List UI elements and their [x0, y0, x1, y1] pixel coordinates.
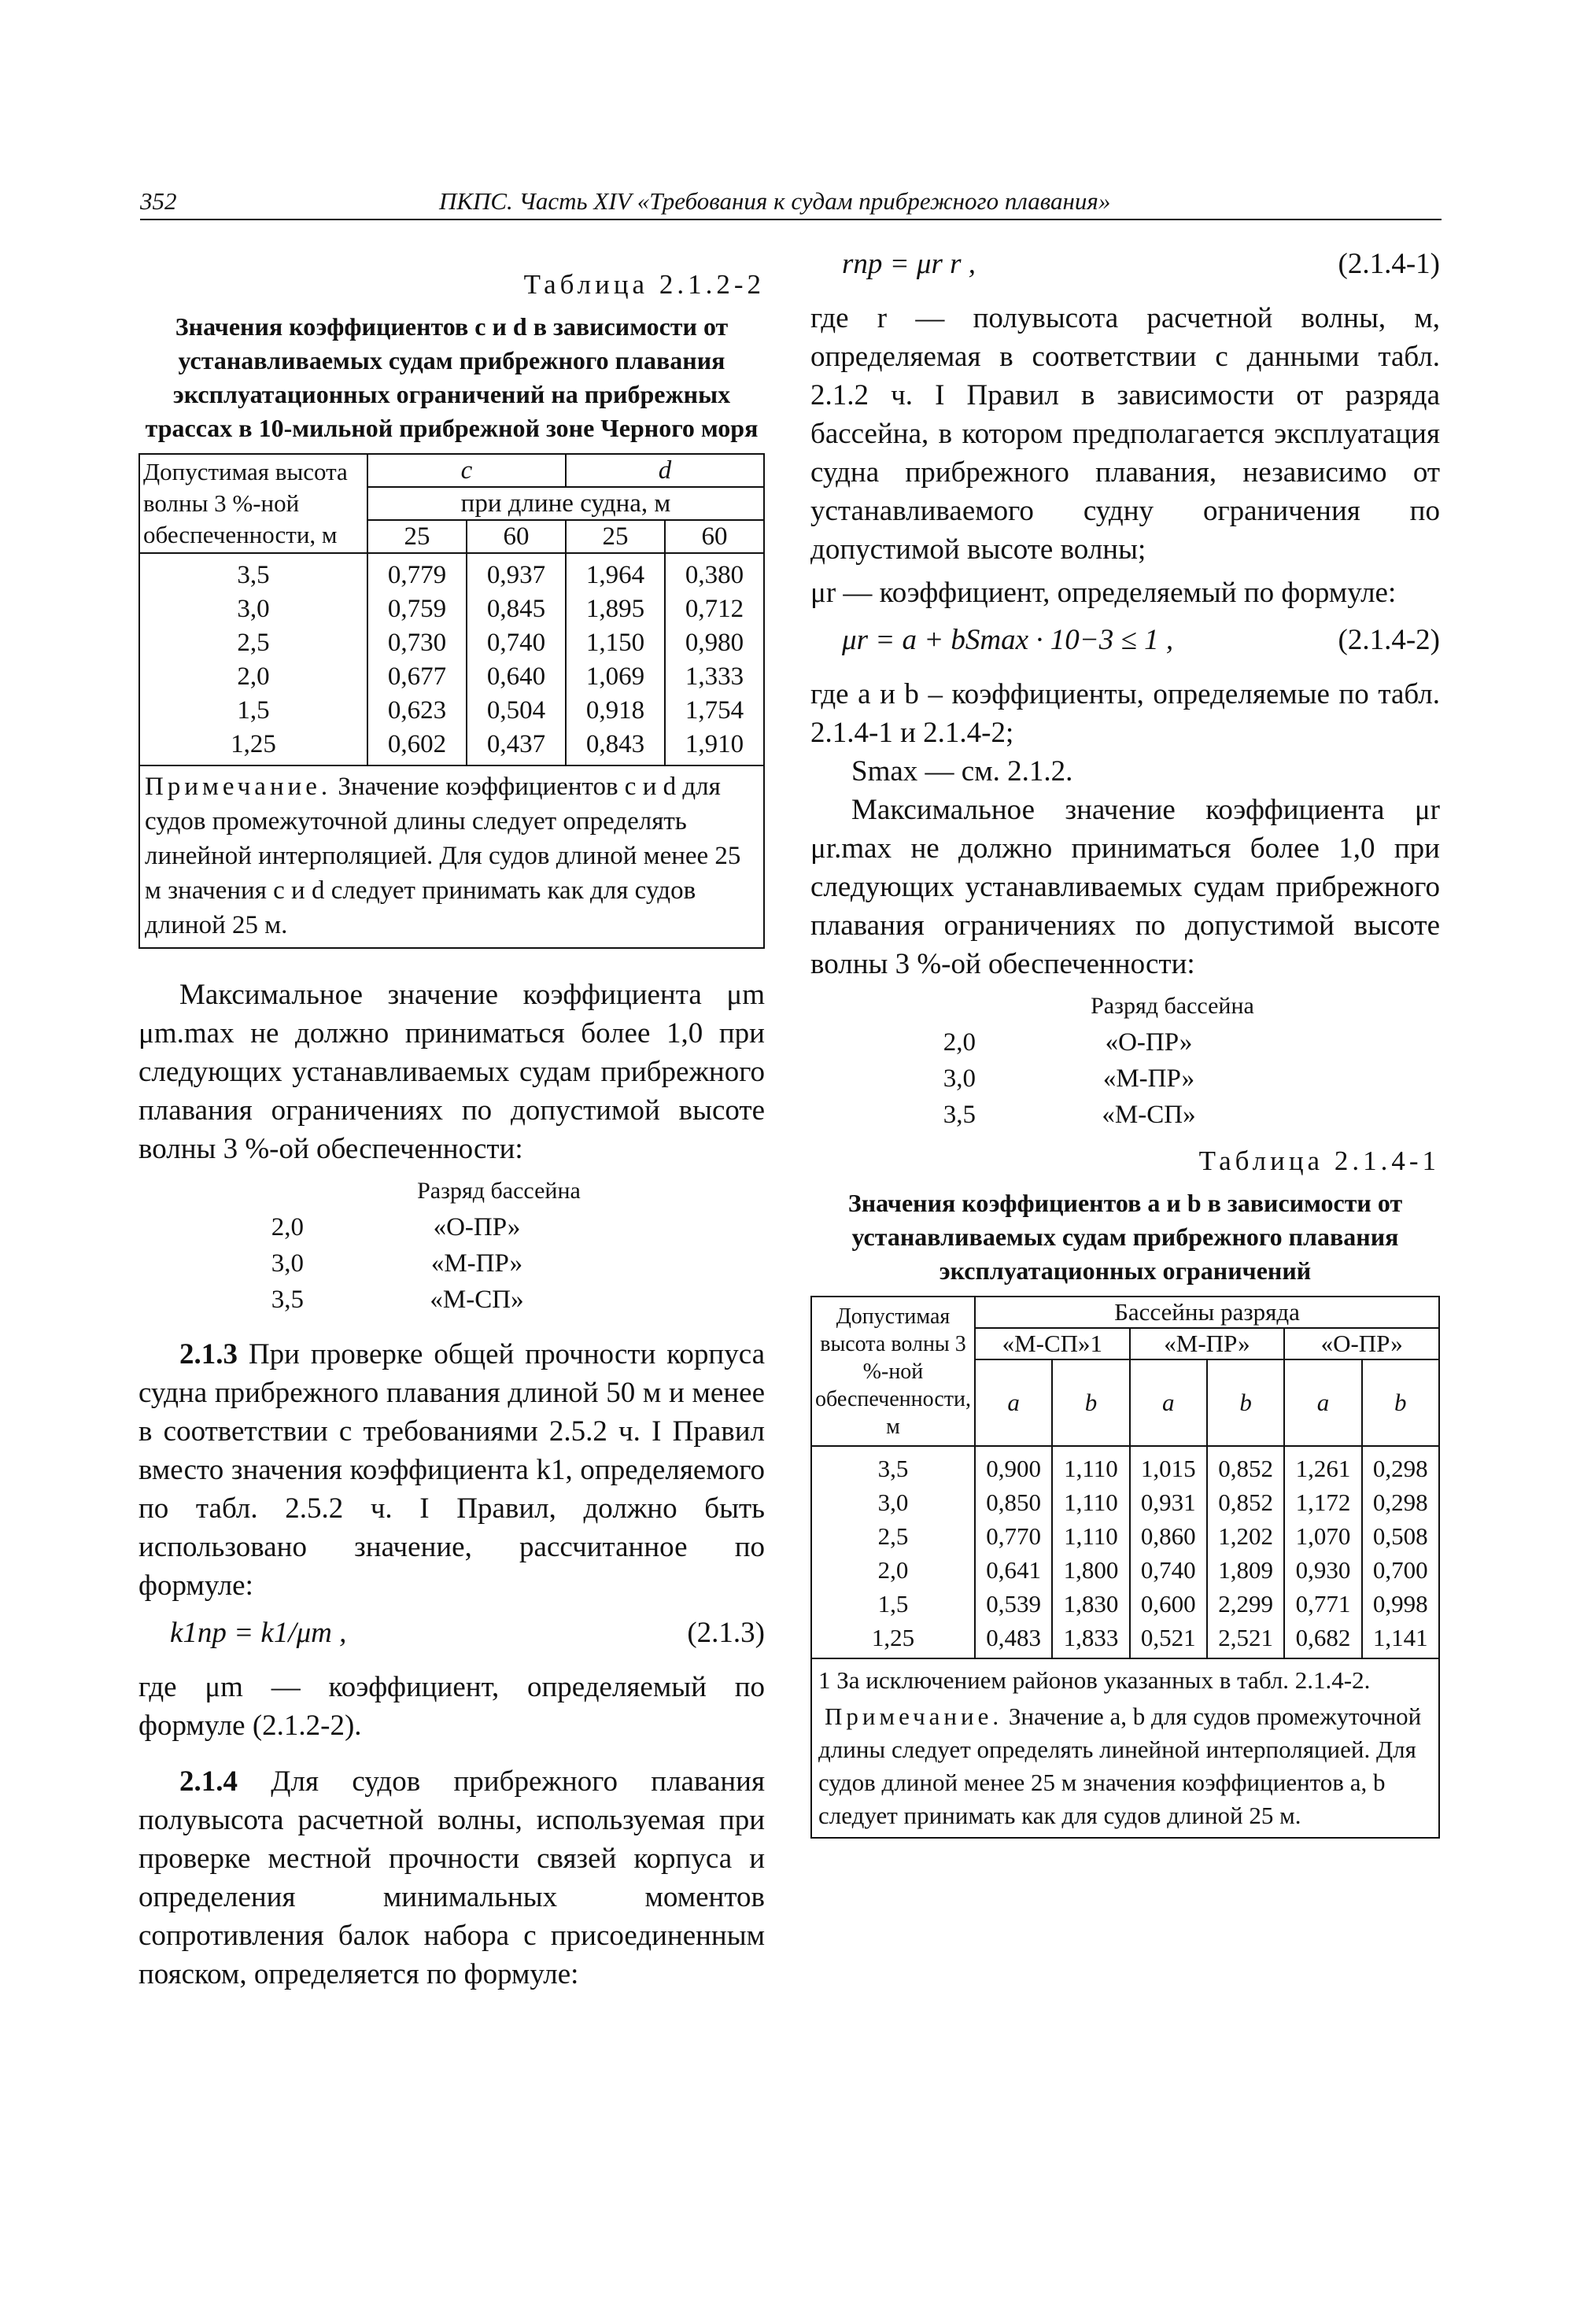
- right-column: [810, 236, 1440, 1839]
- formula-2-1-4-2: [810, 620, 1440, 667]
- table-cell: 0,602: [367, 728, 467, 765]
- note-text: Значение коэффициентов c и d для судов промежуточной длины следует определять линейной интерполяцией. Для судов длиной менее 25 м значения c и d следует принимать как для судов длиной 25 м.: [145, 773, 741, 939]
- table-cell: 0,740: [1130, 1553, 1207, 1587]
- table-cell: 3,0: [811, 1485, 975, 1519]
- table-cell: 0,600: [1130, 1587, 1207, 1621]
- table-cell: 3,5: [139, 553, 367, 592]
- table-cell: 0,771: [1284, 1587, 1361, 1621]
- basin-row: [138, 1282, 765, 1318]
- table2-col: a: [975, 1359, 1052, 1446]
- table2-col: b: [1052, 1359, 1129, 1446]
- table-cell: 3,0: [139, 592, 367, 626]
- basin-row: [810, 1061, 1440, 1097]
- table-cell: 0,483: [975, 1621, 1052, 1658]
- table-cell: 1,830: [1052, 1587, 1129, 1621]
- table2-group: «М-СП»1: [975, 1328, 1130, 1359]
- table-cell: 1,202: [1207, 1519, 1284, 1553]
- table-row: [139, 592, 764, 626]
- basin-row: [810, 1097, 1440, 1133]
- basin-height: 3,5: [271, 1286, 304, 1314]
- table2-col: b: [1207, 1359, 1284, 1446]
- table2-basins-label: Бассейны разряда: [975, 1297, 1439, 1328]
- formula-expression: rпр = μr r ,: [842, 248, 976, 280]
- basin-list: [810, 988, 1440, 1133]
- table-cell: 0,539: [975, 1587, 1052, 1621]
- table-cell: 0,700: [1362, 1553, 1439, 1587]
- where-r: где r — полувысота расчетной волны, м, определяемая в соответствии с данными табл. 2.1.2 ч. I Правил в зависимости от разряда бассейна, в котором предполагается эксплуатация судна прибрежного плавания, независимо от устанавливаемого судну ограничения по допустимой высоте волны;: [810, 302, 1440, 566]
- table1-length: 60: [665, 520, 764, 553]
- table-cell: 2,521: [1207, 1621, 1284, 1658]
- table-cell: 0,850: [975, 1485, 1052, 1519]
- basin-height: 2,0: [271, 1213, 304, 1241]
- table-cell: 0,998: [1362, 1587, 1439, 1621]
- table-cell: 1,110: [1052, 1519, 1129, 1553]
- table-cell: 0,980: [665, 626, 764, 660]
- basin-header: Разряд бассейна: [417, 1178, 581, 1204]
- table1-col-c: c: [367, 454, 566, 487]
- table-cell: 1,110: [1052, 1446, 1129, 1485]
- table-cell: 1,25: [139, 728, 367, 765]
- table-cell: 0,380: [665, 553, 764, 592]
- where-mu-r: μr — коэффициент, определяемый по формуле:: [810, 577, 1397, 609]
- note-text: Значение a, b для судов промежуточной длины следует определять линейной интерполяцией. Для судов длиной менее 25 м значения коэффициентов a, b следует принимать как для судов длиной 25 м.: [818, 1702, 1422, 1829]
- basin-list: [138, 1173, 765, 1318]
- basin-height: 2,0: [943, 1028, 976, 1057]
- table2-row-header: Допустимая высота волны 3 %-ной обеспеченности, м: [811, 1297, 975, 1446]
- table-cell: 0,843: [566, 728, 665, 765]
- section-2-1-3: [138, 1335, 765, 1605]
- section-text: Для судов прибрежного плавания полувысота расчетной волны, используемая при проверке местной прочности связей корпуса и определения минимальных моментов сопротивления балок набора с присоединенным пояском, определяется по формуле:: [138, 1765, 765, 1990]
- table-row: [811, 1519, 1439, 1553]
- basin-class: «М-ПР»: [1102, 1064, 1195, 1093]
- table-cell: 0,845: [467, 592, 566, 626]
- table-cell: 0,852: [1207, 1446, 1284, 1485]
- formula-number: (2.1.4-1): [1338, 248, 1440, 280]
- table-row: [811, 1553, 1439, 1587]
- table-cell: 0,770: [975, 1519, 1052, 1553]
- formula-expression: k1пр = k1/μm ,: [170, 1617, 347, 1649]
- basin-height: 3,5: [943, 1101, 976, 1129]
- table-cell: 2,5: [811, 1519, 975, 1553]
- running-title: ПКПС. Часть XIV «Требования к судам прибрежного плавания»: [439, 187, 1111, 215]
- table-cell: 0,641: [975, 1553, 1052, 1587]
- basin-class: «О-ПР»: [433, 1213, 521, 1241]
- table2-group: «О-ПР»: [1284, 1328, 1439, 1359]
- table-cell: 0,759: [367, 592, 467, 626]
- table-row: [811, 1621, 1439, 1658]
- table-cell: 1,833: [1052, 1621, 1129, 1658]
- table-cell: 2,299: [1207, 1587, 1284, 1621]
- table-row: [139, 553, 764, 592]
- table-cell: 0,712: [665, 592, 764, 626]
- table-cell: 0,677: [367, 660, 467, 694]
- table-cell: 0,298: [1362, 1485, 1439, 1519]
- basin-class: «М-СП»: [430, 1286, 524, 1314]
- table1: [138, 453, 765, 766]
- basin-row: [138, 1209, 765, 1245]
- table2-footnote: 1 За исключением районов указанных в табл. 2.1.4-2.: [818, 1666, 1371, 1694]
- section-2-1-4: [138, 1762, 765, 1994]
- table-cell: 1,141: [1362, 1621, 1439, 1658]
- table-cell: 1,809: [1207, 1553, 1284, 1587]
- table-cell: 0,930: [1284, 1553, 1361, 1587]
- table-cell: 2,5: [139, 626, 367, 660]
- table2-col: a: [1284, 1359, 1361, 1446]
- formula-2-1-4-1: [810, 244, 1440, 291]
- table1-subtitle: Значения коэффициентов c и d в зависимости от устанавливаемых судам прибрежного плавания эксплуатационных ограничений на прибрежных трассах в 10-мильной прибрежной зоне Черного моря: [145, 312, 759, 442]
- table1-note: [138, 766, 765, 949]
- table1-length: 25: [566, 520, 665, 553]
- table1-row-header: Допустимая высота волны 3 %-ной обеспеченности, м: [139, 454, 367, 553]
- running-header: [140, 186, 1442, 220]
- table-cell: 0,504: [467, 694, 566, 728]
- table-cell: 2,0: [811, 1553, 975, 1587]
- basin-class: «М-ПР»: [430, 1249, 523, 1278]
- header-rule: [140, 219, 1442, 220]
- table2-subtitle: Значения коэффициентов a и b в зависимости от устанавливаемых судам прибрежного плавания эксплуатационных ограничений: [847, 1189, 1403, 1285]
- table1-caption: Таблица 2.1.2-2: [523, 269, 765, 300]
- table-cell: 1,110: [1052, 1485, 1129, 1519]
- table2-caption: Таблица 2.1.4-1: [1198, 1145, 1440, 1176]
- table-cell: 1,25: [811, 1621, 975, 1658]
- table-cell: 2,0: [139, 660, 367, 694]
- table2-notes: [810, 1659, 1440, 1839]
- table-cell: 0,931: [1130, 1485, 1207, 1519]
- table-cell: 0,937: [467, 553, 566, 592]
- paragraph-mu-max: Максимальное значение коэффициента μm μm.max не должно приниматься более 1,0 при следующих устанавливаемых судам прибрежного плавания ограничениях по допустимой высоте волны 3 %-ой обеспеченности:: [138, 979, 765, 1165]
- table-row: [139, 660, 764, 694]
- table-cell: 1,800: [1052, 1553, 1129, 1587]
- basin-row: [138, 1245, 765, 1282]
- basin-height: 3,0: [271, 1249, 304, 1278]
- table1-col-d: d: [566, 454, 764, 487]
- basin-class: «М-СП»: [1102, 1101, 1196, 1129]
- left-column: [138, 236, 765, 1994]
- section-text: При проверке общей прочности корпуса судна прибрежного плавания длиной 50 м и менее в соответствии с требованиями 2.5.2 ч. I Правил вместо значения коэффициента k1, определяемого по табл. 2.5.2 ч. I Правил, должно быть использовано значение, рассчитанное по формуле:: [138, 1338, 766, 1602]
- table-row: [139, 626, 764, 660]
- formula-2-1-3: [138, 1613, 765, 1660]
- table-cell: 1,964: [566, 553, 665, 592]
- table-cell: 0,860: [1130, 1519, 1207, 1553]
- table1-length: 60: [467, 520, 566, 553]
- basin-row: [810, 1024, 1440, 1061]
- table2-note: [818, 1700, 1432, 1832]
- where-mu-m: где μm — коэффициент, определяемый по формуле (2.1.2-2).: [138, 1671, 765, 1742]
- formula-number: (2.1.3): [687, 1617, 765, 1649]
- table-cell: 0,918: [566, 694, 665, 728]
- basin-height: 3,0: [943, 1064, 976, 1093]
- table-cell: 1,5: [139, 694, 367, 728]
- table-cell: 0,682: [1284, 1621, 1361, 1658]
- table2: [810, 1296, 1440, 1659]
- paragraph-mu-r-max: Максимальное значение коэффициента μr μr.max не должно приниматься более 1,0 при следующих устанавливаемых судам прибрежного плавания ограничениях по допустимой высоте волны 3 %-ой обеспеченности:: [810, 794, 1440, 980]
- formula-expression: μr = a + bSmax · 10−3 ≤ 1 ,: [842, 624, 1174, 656]
- note-label: Примечание.: [145, 773, 332, 801]
- table2-col: a: [1130, 1359, 1207, 1446]
- table-cell: 0,298: [1362, 1446, 1439, 1485]
- table-cell: 0,521: [1130, 1621, 1207, 1658]
- table-cell: 1,150: [566, 626, 665, 660]
- table-cell: 1,015: [1130, 1446, 1207, 1485]
- table-cell: 1,5: [811, 1587, 975, 1621]
- section-number: 2.1.4: [179, 1765, 238, 1798]
- table-cell: 1,070: [1284, 1519, 1361, 1553]
- table-cell: 1,172: [1284, 1485, 1361, 1519]
- table-cell: 1,895: [566, 592, 665, 626]
- basin-class: «О-ПР»: [1105, 1028, 1193, 1057]
- table-cell: 1,333: [665, 660, 764, 694]
- table-cell: 0,437: [467, 728, 566, 765]
- table-cell: 0,779: [367, 553, 467, 592]
- table-cell: 0,730: [367, 626, 467, 660]
- table-cell: 3,5: [811, 1446, 975, 1485]
- table2-col: b: [1362, 1359, 1439, 1446]
- where-ab: где a и b – коэффициенты, определяемые по табл. 2.1.4-1 и 2.1.4-2;: [810, 678, 1440, 749]
- table-row: [811, 1485, 1439, 1519]
- table-cell: 1,910: [665, 728, 764, 765]
- where-smax: Smax — см. 2.1.2.: [851, 755, 1073, 788]
- basin-header: Разряд бассейна: [1091, 993, 1254, 1019]
- table-cell: 1,261: [1284, 1446, 1361, 1485]
- table-row: [139, 694, 764, 728]
- table-cell: 1,754: [665, 694, 764, 728]
- section-number: 2.1.3: [179, 1338, 238, 1370]
- table-cell: 0,640: [467, 660, 566, 694]
- table-row: [139, 728, 764, 765]
- table1-length-label: при длине судна, м: [367, 487, 764, 520]
- table-cell: 0,740: [467, 626, 566, 660]
- page-number: 352: [140, 187, 177, 215]
- formula-number: (2.1.4-2): [1338, 624, 1440, 656]
- note-label: Примечание.: [825, 1702, 1003, 1730]
- table-row: [811, 1446, 1439, 1485]
- table-row: [811, 1587, 1439, 1621]
- table-cell: 1,069: [566, 660, 665, 694]
- table1-length: 25: [367, 520, 467, 553]
- table-cell: 0,852: [1207, 1485, 1284, 1519]
- table2-group: «М-ПР»: [1130, 1328, 1285, 1359]
- table-cell: 0,508: [1362, 1519, 1439, 1553]
- table-cell: 0,900: [975, 1446, 1052, 1485]
- table-cell: 0,623: [367, 694, 467, 728]
